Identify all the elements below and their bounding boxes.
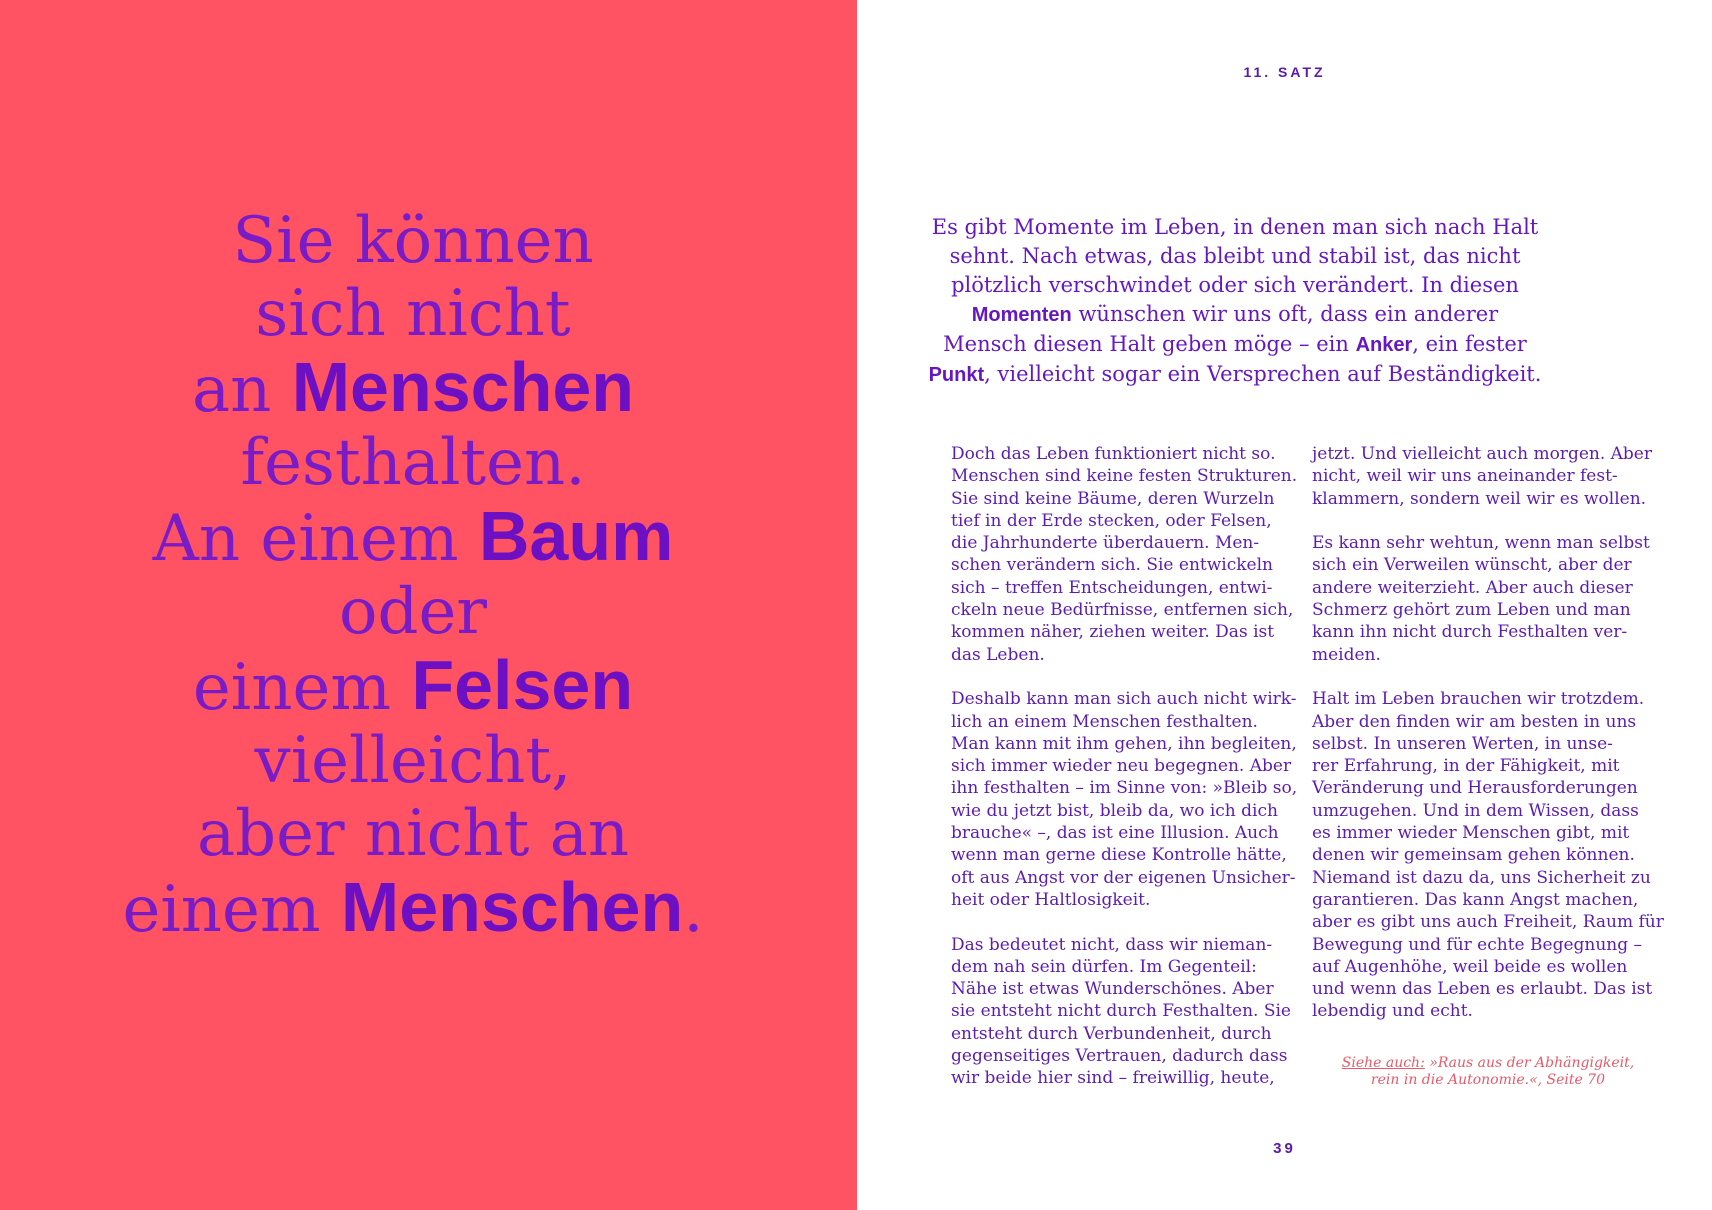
quote-emphasis: Menschen bbox=[340, 868, 684, 946]
lead-text: wünschen wir uns oft, dass ein anderer Mensch diesen Halt geben möge – ein bbox=[943, 302, 1499, 356]
see-also-text: rein in die Autonomie.«, Seite 70 bbox=[1370, 1072, 1606, 1088]
quote-text: An einem bbox=[152, 502, 479, 576]
quote-text: . bbox=[683, 873, 704, 947]
quote-line bbox=[0, 868, 826, 947]
lead-paragraph bbox=[927, 213, 1543, 390]
body-paragraph: Es kann sehr wehtun, wenn man selbst sich ein Verweilen wünscht, aber der andere weiterzieht. Aber auch dieser Schmerz gehört zum Leben und man kann ihn nicht durch Festhalten ver- meiden. bbox=[1312, 533, 1650, 665]
quote-text: vielleicht, bbox=[254, 724, 572, 798]
chapter-label: 11. SATZ bbox=[1243, 64, 1326, 80]
body-paragraph: Deshalb kann man sich auch nicht wirk- lich an einem Menschen festhalten. Man kann mit ihm gehen, ihn begleiten, sich immer wieder neu begegnen. Aber ihn festhalten – im Sinne von: »Bleib so, wie du jetzt bist, bleib da, wo ich dich brauche« –, das ist eine Illusion. Auch wenn man gerne diese Kontrolle hätte, oft aus Angst vor der eigenen Unsicher- heit oder Haltlosigkeit. bbox=[951, 689, 1298, 910]
quote-text: sich nicht bbox=[255, 277, 571, 351]
page-number: 39 bbox=[1273, 1140, 1296, 1157]
lead-emphasis: Momenten bbox=[971, 304, 1072, 326]
body-column-left bbox=[951, 443, 1301, 1112]
quote-emphasis: Felsen bbox=[411, 646, 634, 724]
quote-text: einem bbox=[122, 873, 341, 947]
lead-text: , ein fester bbox=[1412, 332, 1527, 356]
big-quote bbox=[0, 205, 826, 947]
quote-line bbox=[0, 427, 826, 500]
quote-text: an bbox=[191, 353, 292, 427]
quote-line bbox=[0, 497, 826, 576]
see-also-text: »Raus aus der Abhängigkeit, bbox=[1424, 1055, 1635, 1071]
quote-line bbox=[0, 576, 826, 649]
body-paragraph: jetzt. Und vielleicht auch morgen. Aber nicht, weil wir uns aneinander fest- klammern, sondern weil wir es wollen. bbox=[1312, 444, 1652, 509]
lead-emphasis: Punkt bbox=[928, 364, 985, 386]
quote-emphasis: Baum bbox=[478, 497, 674, 575]
quote-text: aber nicht an bbox=[196, 797, 630, 871]
body-paragraph: Das bedeutet nicht, dass wir nieman- dem nah sein dürfen. Im Gegenteil: Nähe ist etwas Wunderschönes. Aber sie entsteht nicht durch Festhalten. Sie entsteht durch Verbundenheit, durch gegenseitiges Vertrauen, dadurch dass wir beide hier sind – freiwillig, heute, bbox=[951, 934, 1291, 1089]
body-column-right bbox=[1312, 443, 1664, 1045]
quote-text: oder bbox=[339, 575, 487, 649]
body-paragraph: Doch das Leben funktioniert nicht so. Menschen sind keine festen Strukturen. Sie sind keine Bäume, deren Wurzeln tief in der Erde stecken, oder Felsen, die Jahrhunderte überdauern. Men- schen verändern sich. Sie entwickeln sich – treffen Entscheidungen, entwi- ckeln neue Bedürfnisse, entfernen sich, kommen näher, ziehen weiter. Das ist das Leben. bbox=[951, 444, 1298, 665]
see-also-note bbox=[1312, 1055, 1664, 1089]
lead-text: Es gibt Momente im Leben, in denen man sich nach Halt sehnt. Nach etwas, das bleibt und stabil ist, das nicht plötzlich verschwindet oder sich verändert. In diesen bbox=[931, 215, 1539, 297]
quote-text: festhalten. bbox=[240, 426, 586, 500]
quote-text: Sie können bbox=[232, 204, 594, 278]
quote-emphasis: Menschen bbox=[291, 348, 635, 426]
lead-text: , vielleicht sogar ein Versprechen auf Beständigkeit. bbox=[984, 362, 1542, 386]
quote-line bbox=[0, 798, 826, 871]
see-also-label: Siehe auch: bbox=[1341, 1055, 1425, 1071]
right-page bbox=[857, 0, 1712, 1210]
quote-line bbox=[0, 646, 826, 725]
quote-text: einem bbox=[192, 651, 412, 725]
quote-line bbox=[0, 205, 826, 278]
quote-line bbox=[0, 348, 826, 427]
body-paragraph: Halt im Leben brauchen wir trotzdem. Aber den finden wir am besten in uns selbst. In unseren Werten, in unse- rer Erfahrung, in der Fähigkeit, mit Veränderung und Herausforderungen umzugehen. Und in dem Wissen, dass es immer wieder Menschen gibt, mit denen wir gemeinsam gehen können. Niemand ist dazu da, uns Sicherheit zu garantieren. Das kann Angst machen, aber es gibt uns auch Freiheit, Raum für Bewegung und für echte Begegnung – auf Augenhöhe, weil beide es wollen und wenn das Leben es erlaubt. Das ist lebendig und echt. bbox=[1312, 689, 1664, 1022]
quote-line bbox=[0, 725, 826, 798]
lead-emphasis: Anker bbox=[1355, 334, 1413, 356]
quote-line bbox=[0, 278, 826, 351]
